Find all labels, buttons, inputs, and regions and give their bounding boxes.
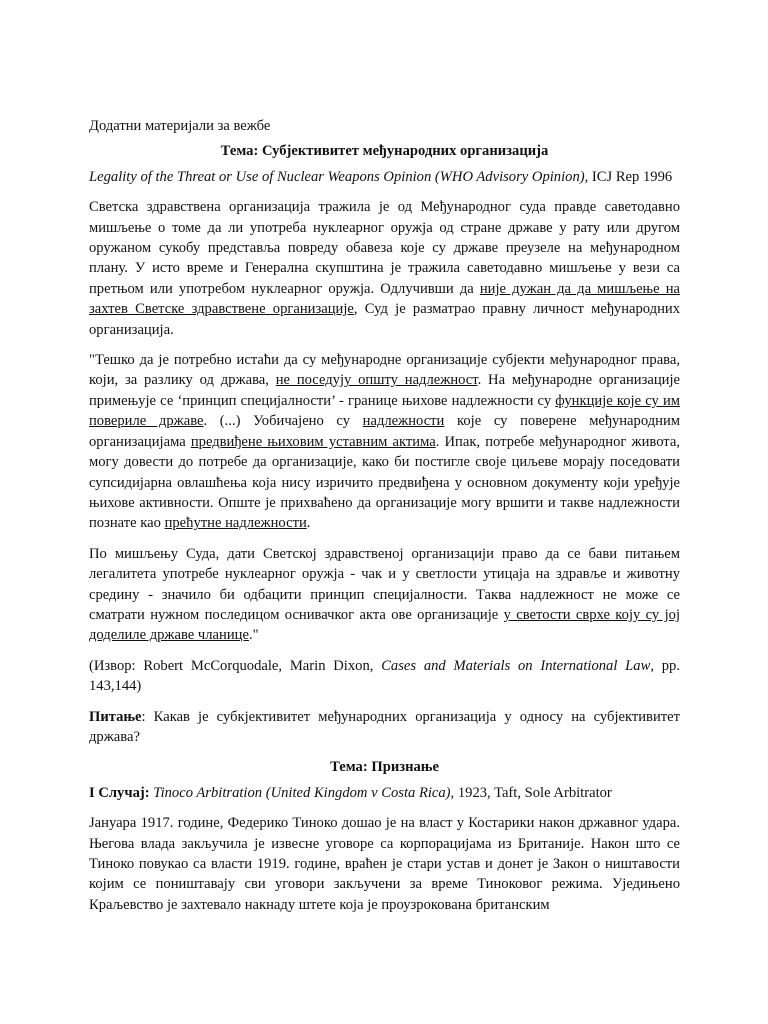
- underlined-phrase: функције које су им повериле државе: [89, 392, 680, 430]
- underlined-phrase: није дужан да да мишљење на захтев Светске здравствене организације: [89, 280, 680, 318]
- paragraph-court-quote: [89, 350, 680, 534]
- text-run: . На међународне организације примењује се ‘принцип специјалности’ - границе њихове надлежности су: [89, 372, 680, 409]
- case-name: Tinoco Arbitration (United Kingdom v Costa Rica): [153, 784, 451, 801]
- case-reference: , 1923, Taft, Sole Arbitrator: [450, 784, 612, 801]
- document-content: [89, 116, 680, 915]
- text-run: . Ипак, потребе међународног живота, могу довести до потребе да организације, како би постигле своје циљеве морају поседовати супсидијарна овлашћења која нису изричито предвиђена у основном документу који уређује њихове активности. Опште је прихваћено да организације могу вршити и такве надлежности познате као: [89, 433, 680, 532]
- case-citation: [89, 167, 680, 187]
- case-heading-tinoco: [89, 783, 680, 803]
- page-header: Додатни материјали за вежбе: [89, 118, 271, 134]
- text-run: .: [306, 515, 311, 532]
- topic-title-recognition: Тема: Признање: [330, 759, 439, 776]
- case-name: Legality of the Threat or Use of Nuclear Weapons Opinion (WHO Advisory Opinion): [89, 168, 585, 185]
- text-run: Светска здравствена организација тражила је од Међународног суда правде саветодавно мишљење о томе да ли употреба нуклеарног оружја од стране државе у рату или другом оружаном сукобу представља повреду обавеза које су државе преузеле на међународном плану. У исто време и Генерална скупштина је тражила саветодавно мишљење у вези са претњом или употребом нуклеарног оружја. Одлучивши да: [89, 199, 680, 297]
- underlined-phrase: предвиђене њиховим уставним актима: [190, 433, 436, 450]
- question-label: Питање: [89, 708, 142, 725]
- underlined-phrase: прећутне надлежности: [164, 515, 307, 532]
- text-run: .": [248, 627, 259, 644]
- underlined-phrase: не поседују општу надлежност: [275, 372, 478, 389]
- text-run: које су поверене међународним организацијама: [89, 413, 680, 450]
- text-run: "Тешко да је потребно истаћи да су међународне организације субјекти међународног права, који, за разлику од држава,: [89, 352, 680, 389]
- text-run: . (...) Уобичајено су: [203, 413, 363, 430]
- text-run: (Извор: Robert McCorquodale, Marin Dixon,: [89, 657, 382, 674]
- case-reference: , ICJ Rep 1996: [584, 168, 673, 185]
- topic-title-subjectivity: Тема: Субјективитет међународних организација: [220, 143, 549, 160]
- underlined-phrase: у светости сврхе коју су јој доделиле државе чланице: [89, 606, 680, 644]
- text-run: , pp. 143,144): [89, 657, 680, 695]
- source-citation: [89, 656, 680, 697]
- paragraph-who-request: [89, 197, 680, 340]
- underlined-phrase: надлежности: [362, 413, 445, 430]
- paragraph-court-opinion: [89, 544, 680, 646]
- case-label: I Случај:: [89, 784, 150, 801]
- question-text: : Какав је субкјективитет међународних организација у односу на субјективитет држава?: [89, 708, 680, 745]
- text-run: , Суд је разматрао правну личност међународних организација.: [89, 301, 681, 338]
- book-title: Cases and Materials on International Law: [381, 657, 651, 674]
- paragraph-tinoco-facts: Јануара 1917. године, Федерико Тиноко дошао је на власт у Костарики након државног удара. Његова влада закључила је извесне уговоре са корпорацијама из Британије. Након што се Тиноко повукао са власти 1919. године, враћен је стари устав и донет је Закон о ништавости којим се поништавају сви уговори закључени за време Тиноковог режима. Уједињено Краљевство је захтевало накнаду штете која је проузрокована британским: [89, 815, 680, 913]
- text-run: По мишљењу Суда, дати Светској здравственој организацији право да се бави питањем легалитета употребе нуклеарног оружја - чак и у светлости утицаја на здравље и животну средину - значило би одбацити принцип специјалности. Таква надлежност не може се сматрати нужном последицом оснивачког акта ове организације: [89, 545, 680, 623]
- question-paragraph: [89, 707, 680, 748]
